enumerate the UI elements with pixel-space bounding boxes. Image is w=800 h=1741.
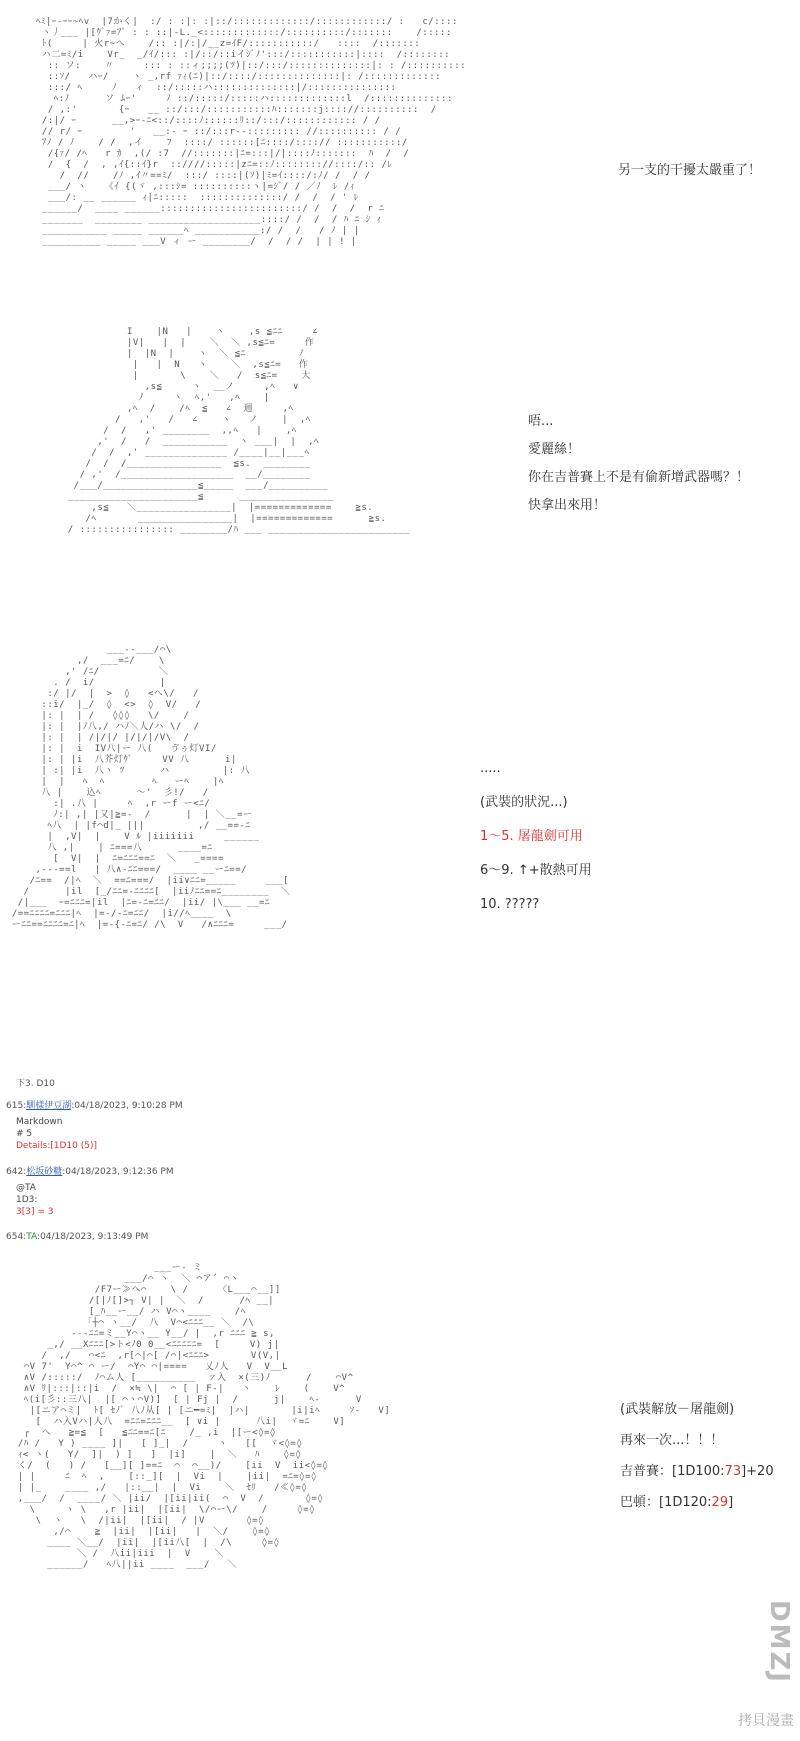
ascii-art-1: ﾍﾐ|ｰ-ｰｰ~ﾍv |7かく| :/ : :|: :|::/:::::::::::::/::::::::::::/ : c/:::: ヽ丿___ |[ｳﾞｧ=ｱﾞ : : ::|-L._<:::::::::::::/::::::::::/::::::: /::::: ﾄ( | 火r~へ /:: :|/:|/__z=ｲF/:::::::::::/ :::: /::::::: ハ二=ﾐ/i Vr_ _/ｲ/::: :|/::/::iイｼﾞﾉ':::/:::::::::::|:::: /:::::::: :: ソ: 〃 ::: : ::ィ;;;;(ﾂ)|::/:::/::::::::::::::|: : /:::::::::: ::ｿ/ ハｰ/ ヽ _,rf ｧｨ(ﾆ)|::/::::/::::::::::::::|: /::::::::::::: :::/ ﾍ ﾉ ィ ::/:::::ハ::::::::::::::|/::::::::::::::: ﾍ:ﾉ ソ ﾑｰ' ﾉ ::/:::::/:::::ハ:::::::::::::l /:::::::::::::: / ,:' {ｰ __ ::/:::/:::::::::::ﾊ:::::::j:::://:::::::::: / /:|/ ｰ __,>ｰ-ﾆ<::/::::ﾉ::::::ﾘ::/:::/:::::::::::: / / // r/ ｰ ' __:- ｰ ::/:::r--::::::::: //:::::::::: / / ｱﾉ / ﾉ / / ,イ ﾌ ::::/ ::::::[ﾆ::::/::::// :::::::::::/ /{ｧ/ /ﾍ r ｶ ,(/ :7 //:::::::|ﾆ=:::|/|::::ﾉ::::::: ﾊ / / / { / , ,ｲ{::ｲ}r ::////:::::|zﾆ=::ﾉ:::::::://::::/:: /ﾚ / // /ﾉ ,ｲ〃==ﾐ/ :::/ ::::|(ｿ)|ﾐ=ｲ::::/:ﾉ/ / / / ___/ ヽ 《ｲ {(ヾ ,:::ｼ= ::::::::::ヽ|=ｼﾞ/ / ／ﾉ ﾚ /ｨ ___/: __ ______ ｨ|ﾆ::::: ::::::::::::::/ / / / ' ﾚ ______/ ____ ______::::::::::::::::::::::::/ / / / r ﾆ _______ ________ ___________________::::/ / / / ﾊ ﾆ ｼ ｨ ___________ _____ ______ﾍ ___________:/ / / / ﾉ | | __________ _____ ___V ィ ー ________/ / / / | | ! | — [36, 17, 467, 247]
poster-name[interactable]: TA — [26, 1232, 38, 1242]
post-header — [6, 1164, 174, 1177]
forum-posts — [0, 1076, 800, 1252]
dialogue-3 — [480, 752, 592, 922]
panel-4 — [0, 1254, 800, 1736]
post-number: 615: — [6, 1101, 27, 1111]
ascii-art-4: ___ー- ミ ___/⌒ ヽ ＼ ⌒ア´ ⌒ヽ /F7ー≫へ⌒ \ / 〈L___⌒__]] /[|ﾉ[]>┐ V| | ＼ / /ﾍ __| [_ﾊ__ー__/ ハ V⌒ヽ____ /ﾍ 「┼⌒ ヽ__/ 八 V⌒<ﾆﾆﾆ__ ＼ /\ ---ﾆﾆ=ミ__Y⌒ヽ__ Y__/ | ,r ﾆﾆﾆ ≧ s, _,/ __Xﾆﾆﾆ[>ト<ﾉ0 0__<ﾆﾆﾆﾆﾆ= [ V) j| / ,/ ⌒<ﾆ ,r[⌒|⌒[ /⌒|<ﾆﾆﾆ> V(V,| ⌒V 7' Y⌒^ ⌒ ー/ ⌒Y⌒ ⌒|==== 乂ﾉ人 V V__L ∧V /:::::/ ﾉ⌒ム人 [__________ ァ入 ×(三)ﾉ / ⌒V^ ∧V ﾘ|:::|::|i / ×≒ \| ⌒ [ | F-| ヽ ﾚ ( V^ ﾍ(i[彡::三八| |[ ⌒ヽ⌒V)] [ | Fj | / j| ﾍ- V |[ニア⌒ミ| ﾄ[ ｾﾉﾞ 八ﾉ从[ | [ニ━=ﾐ| |ハ| |i|iﾍ ｿ- V] [ ハ入Vハ|人八 =ﾆﾆ=ﾆﾆﾆ__ [ ∨i | 八i| ヾ=ﾆ V] ┌ へ ≧=≦ [ ≦ﾆﾆ==ﾆ[ﾆ /_ ,i |[ー<◊=◊ /ﾊ / Y ) ____ ]| [ ]_| / ヽ [[ ヾ<◊=◊ ｨ< ヽ( Y/ ]| ) ] ] |i] | ＼ ﾊ ◊=◊ く/ ( ) / [__][ ]==ﾆ ⌒ ⌒__)/ [ii V ii<◊=◊ | | ﾆ ﾍ , [::_][ | Vi | |ii| =ﾆ=◊=◊ | |_ ____ ,/ |::__| | Vi ＼ ｾﾘ /≪◊=◊ ,___/ / ____/ ＼ |ii/ |[ii|ii( ⌒ V / ◊=◊ \ ヽ \ ,r |ii| |[ii| \/⌒ー\/ / ◊=◊ \ ヽ \ /|ii| |[ii| / |V ◊=◊ ,/⌒ ≧ |ii| |[ii| | ＼/ ◊=◊ ____ ＼__/ |ii| |[ii八[ | /\ ◊=◊ ＼ / 八ii|iii | V ＼ ______/ ﾍ八||ii ____ ___/ ＼ — [17, 1263, 391, 1570]
post-line: @TA — [16, 1183, 36, 1193]
post-body — [16, 1182, 53, 1218]
dialogue-line: (武裝的狀況...) — [480, 795, 568, 810]
dialogue-1 — [618, 160, 761, 182]
dice-line-gypsy: 吉普賽：[1D100:73]+20 — [620, 1464, 774, 1479]
dialogue-line: 另一支的干擾太嚴重了！ — [618, 163, 762, 178]
watermark-logo: DMZJ — [764, 1600, 794, 1684]
dice-line-patton: 巴頓：[1D120:29] — [620, 1495, 734, 1510]
poster-name-link[interactable]: 松坂砂糖 — [26, 1167, 63, 1177]
dice-value: 29 — [711, 1495, 729, 1510]
dialogue-line: 唔... — [528, 414, 554, 429]
dice-result: Details:[1D10 (5)] — [16, 1141, 97, 1151]
dialogue-line: ..... — [480, 761, 501, 776]
dialogue-line: 10. ????? — [480, 897, 540, 912]
dice-caption: 下3. D10 — [16, 1079, 55, 1089]
dialogue-4 — [620, 1394, 774, 1518]
watermark-text: 拷貝漫畫 — [738, 1713, 794, 1729]
post-line: # 5 — [16, 1129, 33, 1139]
dialogue-line: 6～9. ↑+散熱可用 — [480, 863, 592, 878]
post-datetime: :04/18/2023, 9:10:28 PM — [71, 1101, 183, 1111]
dialogue-2 — [528, 408, 749, 520]
post-header — [6, 1232, 148, 1242]
post-line: 1D3: — [16, 1195, 38, 1205]
panel-1 — [0, 0, 800, 305]
dice-result: 3[3] = 3 — [16, 1207, 54, 1217]
post-header — [6, 1098, 183, 1111]
post-datetime: :04/18/2023, 9:12:36 PM — [62, 1167, 174, 1177]
dialogue-line: 你在吉普賽上不是有偷新增武器嗎？！ — [528, 470, 750, 485]
dialogue-line: (武裝解放－屠龍劍) — [620, 1402, 735, 1417]
post-number: 654: — [6, 1232, 27, 1242]
post-datetime: :04/18/2023, 9:13:49 PM — [37, 1232, 149, 1242]
dice-value: 73 — [724, 1464, 742, 1479]
post-line: Markdown — [16, 1117, 63, 1127]
panel-3 — [0, 632, 800, 1060]
dialogue-line: 愛麗絲！ — [528, 442, 581, 457]
panel-2 — [0, 318, 800, 613]
post-number: 642: — [6, 1167, 27, 1177]
dialogue-line: 再來一次...！！！ — [620, 1433, 724, 1448]
ascii-art-3: ___--___/⌒\ ,/ ___=ﾆ/ \ ,' /ﾆ/ ＼ . / i/ | :/ |/ | > ◊ <へ\/ / ::i/ |_/ ◊ <> ◊ V/ / |: | | / ◊◊◊ \/ / |: | |ﾉ八,/ ハﾉ＼人/ハ \/ / |: | | /|/|/ |/|/|/V\ / |: | i IV八|ー 八( ゔぅ灯VI/ |: | |i 八芥灯ｳﾞ VV 八 i| | :| |i 八ヽ ﾂ ハ |: 八 | | ﾍ ﾍ ﾍ ーﾍ |ﾍ 八 | 込ﾍ ～' 彡!/ / :| .八 | ﾍ ,r ーf ー<ﾆ/ ﾉ:| ,| |又|≧=- / | | ＼__=ー ﾍ八 | |f⌒d|_ ||| ,/ __==-ﾆ | ,V| | V ﾙ |iiiiiii ______ 八 ,| | ﾆ===八 ____=ﾆ [ V| | ﾆ=ﾆﾆﾆ==ﾆ ＼ _==== ,---==l | 八∧-ﾆﾆ===/ ____ __ーﾆ==/ /ﾆ== /|ﾍ ＼ ==ﾆ===/ |ii∨ﾆﾆ=_____ ___[ / |il [_/ﾆﾆ=-ﾆﾆﾆﾆ[ |iiﾉﾆﾆ==ﾆ________ ＼ /|___ ｰ=ﾆﾆﾆ=|il |ﾆ=-ﾆ=ﾆﾆ/ |ii/ |\___ __=ﾆ /==ﾆﾆﾆﾆ=ﾆﾆﾆ|ﾍ |=-/-ﾆ=ﾆﾆ/ |i//ﾍ____ \ ーﾆﾆ==ﾆﾆﾆﾆ=ﾆ|ﾍ |=-{-ﾆ=ﾆ/ /\ V /∧ﾆﾆﾆ= ___/ — [11, 645, 291, 930]
poster-name-link[interactable]: 馴樣伊豆湖 — [26, 1101, 72, 1111]
dialogue-line-red: 1～5. 屠龍劍可用 — [480, 829, 583, 844]
dialogue-line: 快拿出來用！ — [528, 498, 607, 513]
ascii-art-2: I |N | ヽ ,s ≦ﾆﾆ ∠ |V| | | ＼ ＼ ,s≦ﾆ= 作 | |N | ヽ ＼ ≦ﾆ ﾉ | | N ヽ ＼ ,s≦ﾆ= 作 | \ ＼ / s≦ﾆ= 大 ,s≦ ヽ __ノ ,ﾍ ∨ ﾉ ヽ ﾍ,' ,ﾍ | ,ﾍ / /ﾍ ≦ ∠ 週 ,ﾍ / ,' / ∠ ヽ ノ | ,ﾍ / / ,' ________ ,,ﾍ | ,ﾍ ,' / / ___________ ヽ ___| | ,ﾍ / / ,' ______________ /____|__|___ﾍ / / /________________ ≦s. ________ / ,' /___________________ __/________ /___/________________≦_____ ___/__________ ______________________≦ ________________ ,s≦ ＼________________| |============= ≧s. /ﾍ ________________| |============= ≧s. / :::::::::::::::: ________/ﾊ ___ ________________________ — [67, 327, 411, 535]
post-body — [16, 1116, 97, 1152]
